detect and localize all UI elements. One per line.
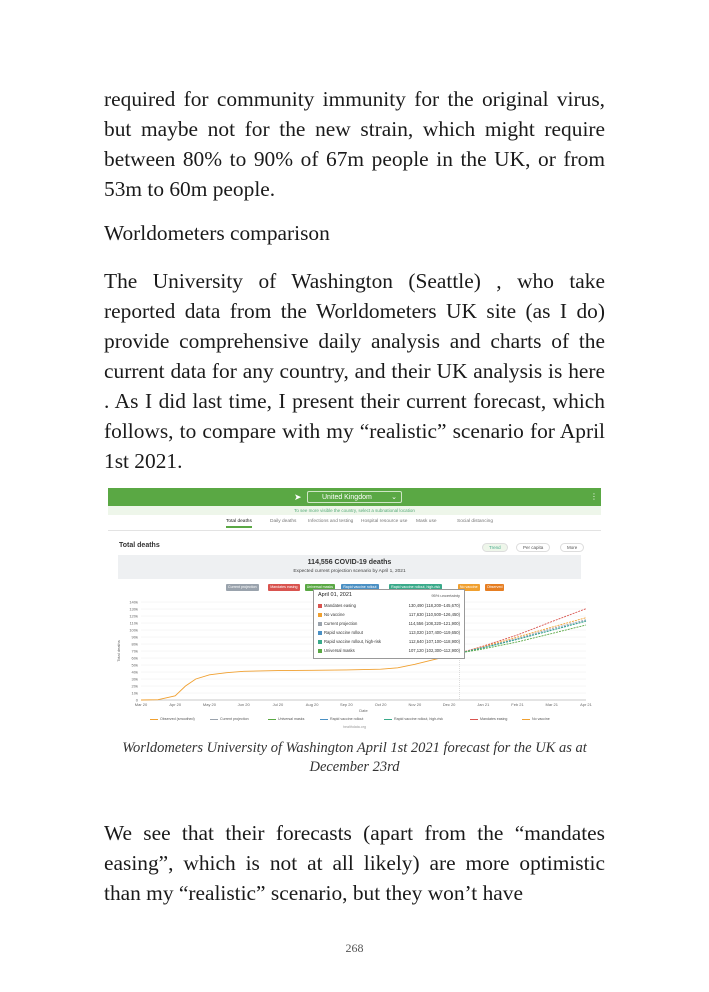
legend-label: Universal masks (278, 717, 305, 721)
x-axis-label: Date (359, 708, 368, 713)
chart-legend (150, 717, 600, 723)
x-tick-label: Mar 20 (134, 702, 148, 707)
body-paragraph-3: We see that their forecasts (apart from the “mandates easing”, which is not at all likely) are more optimistic than my “realistic” scenario, but they won’t have (104, 821, 605, 905)
tooltip-value: 114,556 (108,320–121,900) (408, 621, 460, 626)
tooltip-row (318, 620, 460, 627)
legend-line (268, 719, 276, 720)
legend-label: Mandates easing (480, 717, 508, 721)
tab-total-deaths[interactable]: Total deaths (226, 519, 252, 528)
legend-item[interactable] (150, 717, 195, 721)
x-tick-label: Apr 21 (580, 702, 592, 707)
tooltip-swatch (318, 640, 322, 644)
y-tick-label: 110k (129, 620, 138, 626)
x-tick-label: Mar 21 (545, 702, 558, 707)
tooltip-swatch (318, 631, 322, 635)
navigation-arrow-icon: ➤ (294, 492, 302, 502)
tooltip-label: Mandates easing (324, 603, 356, 608)
x-tick-label: Apr 20 (169, 702, 182, 707)
tab-daily-deaths[interactable]: Daily deaths (270, 519, 297, 524)
x-tick-label: Aug 20 (305, 702, 319, 707)
tooltip-label: Universal masks (324, 648, 355, 653)
y-tick-label: 0 (135, 697, 138, 703)
summary-subtitle: Expected current projection scenario by April 1, 2021 (293, 569, 406, 574)
summary-title: 114,556 COVID-19 deaths (307, 559, 392, 566)
scenario-chip[interactable]: Rapid vaccine rollout (343, 585, 377, 589)
tooltip-value: 112,640 (107,100–118,900) (408, 639, 460, 644)
chevron-down-icon: ⌄ (391, 494, 397, 501)
tooltip-label: No vaccine (324, 612, 345, 617)
tooltip-swatch (318, 649, 322, 653)
x-tick-label: Jun 20 (237, 702, 250, 707)
x-tick-label: May 20 (202, 702, 217, 707)
tooltip-label: Rapid vaccine rollout, high-risk (324, 639, 382, 644)
legend-line (384, 719, 392, 720)
legend-label: Rapid vaccine rollout, high-risk (394, 717, 443, 721)
forecast-screenshot (108, 488, 601, 733)
legend-label: Rapid vaccine rollout (330, 717, 364, 721)
legend-line (470, 719, 478, 720)
legend-label: No vaccine (532, 717, 550, 721)
x-tick-label: Jul 20 (272, 702, 284, 707)
tooltip-row (318, 602, 460, 609)
y-axis-label: Total deaths (116, 640, 121, 662)
tooltip-value: 117,630 (110,500–126,450) (408, 612, 460, 617)
legend-line (210, 719, 218, 720)
tooltip-swatch (318, 604, 322, 608)
tooltip-unit: 95% uncertainty (431, 593, 460, 598)
summary-box (118, 555, 581, 579)
tooltip-value: 107,120 (102,300–112,900) (408, 648, 460, 653)
legend-item[interactable] (320, 717, 363, 721)
x-tick-label: Oct 20 (374, 702, 387, 707)
tooltip-swatch (318, 622, 322, 626)
x-tick-label: Feb 21 (511, 702, 524, 707)
x-tick-label: Dec 20 (442, 702, 456, 707)
y-tick-label: 130k (129, 606, 138, 612)
section-heading: Worldometers comparison (104, 221, 330, 245)
legend-line (320, 719, 328, 720)
metric-tabs (108, 517, 601, 531)
scenario-chip[interactable]: Current projection (228, 585, 257, 589)
chart-title: Total deaths (119, 542, 160, 549)
tooltip-value: 113,020 (107,400–119,650) (408, 630, 460, 635)
legend-item[interactable] (384, 717, 443, 721)
y-tick-label: 20k (131, 683, 138, 689)
figure-caption: Worldometers University of Washington April 1st 2021 forecast for the UK as at December 23rd (122, 740, 587, 775)
body-paragraph-1: required for community immunity for the original virus, but maybe not for the new strain, which might require between 80% to 90% of 67m people in the UK, or from 53m to 60m people. (104, 87, 605, 201)
tab-social-distancing[interactable]: Social distancing (457, 519, 493, 524)
legend-label: Current projection (220, 717, 249, 721)
x-tick-label: Jan 21 (477, 702, 490, 707)
tooltip-row (318, 647, 460, 654)
location-select[interactable] (307, 491, 402, 503)
y-tick-label: 120k (129, 613, 138, 619)
scenario-chip[interactable]: Universal masks (306, 585, 334, 589)
tooltip-date: April 01, 2021 (318, 592, 352, 598)
scenario-chip[interactable]: Observed (486, 585, 503, 589)
scenario-chip[interactable]: Mandates easing (270, 585, 298, 589)
scenario-chip[interactable]: No vaccine (459, 585, 478, 589)
tooltip-row (318, 638, 460, 645)
info-banner: To see more visible the country, select a subnational location (108, 506, 601, 515)
y-tick-label: 100k (129, 627, 138, 633)
tab-infections[interactable]: Infections and testing (308, 519, 354, 524)
y-tick-label: 80k (131, 641, 138, 647)
tab-mask-use[interactable]: Mask use (416, 519, 437, 524)
x-tick-label: Sep 20 (340, 702, 353, 707)
legend-item[interactable] (268, 717, 304, 721)
scenario-chip[interactable]: Rapid vaccine rollout, high-risk (391, 585, 441, 589)
location-value: United Kingdom (322, 494, 372, 501)
legend-label: Observed (smoothed) (160, 717, 195, 721)
tooltip-value: 130,490 (118,200–145,670) (408, 603, 460, 608)
menu-dots-icon[interactable]: ⋮ (590, 492, 598, 501)
legend-item[interactable] (522, 717, 550, 721)
y-tick-label: 30k (131, 676, 138, 682)
x-tick-label: Nov 20 (408, 702, 422, 707)
legend-item[interactable] (210, 717, 249, 721)
page-number: 268 (345, 941, 364, 955)
y-tick-label: 40k (131, 669, 138, 675)
tab-hospital[interactable]: Hospital resource use (361, 519, 408, 524)
more-button[interactable]: More (560, 543, 584, 552)
tooltip-row (318, 629, 460, 636)
legend-item[interactable] (470, 717, 507, 721)
y-tick-label: 90k (131, 634, 138, 640)
y-tick-label: 140k (129, 599, 138, 605)
top-bar (108, 488, 601, 506)
credit-text: healthdata.org (343, 725, 366, 729)
body-paragraph-2: The University of Washington (Seattle) , who take reported data from the Worldometers UK site (as I do) provide comprehensive daily analysis and charts of the current data for any country, and their UK analysis is here . As I did last time, I present their current forecast, which follows, to compare with my “realistic” scenario for April 1st 2021. (104, 269, 605, 473)
chart-tooltip (313, 589, 465, 659)
tooltip-label: Current projection (324, 621, 358, 626)
y-tick-label: 70k (131, 648, 138, 654)
per-capita-button[interactable]: Per capita (516, 543, 550, 552)
series-line (459, 609, 586, 653)
y-tick-label: 50k (131, 662, 138, 668)
legend-line (150, 719, 158, 720)
tooltip-swatch (318, 613, 322, 617)
trend-button[interactable]: Trend (482, 543, 508, 552)
tooltip-row (318, 611, 460, 618)
y-tick-label: 10k (131, 690, 138, 696)
legend-line (522, 719, 530, 720)
tooltip-label: Rapid vaccine rollout (324, 630, 363, 635)
y-tick-label: 60k (131, 655, 138, 661)
